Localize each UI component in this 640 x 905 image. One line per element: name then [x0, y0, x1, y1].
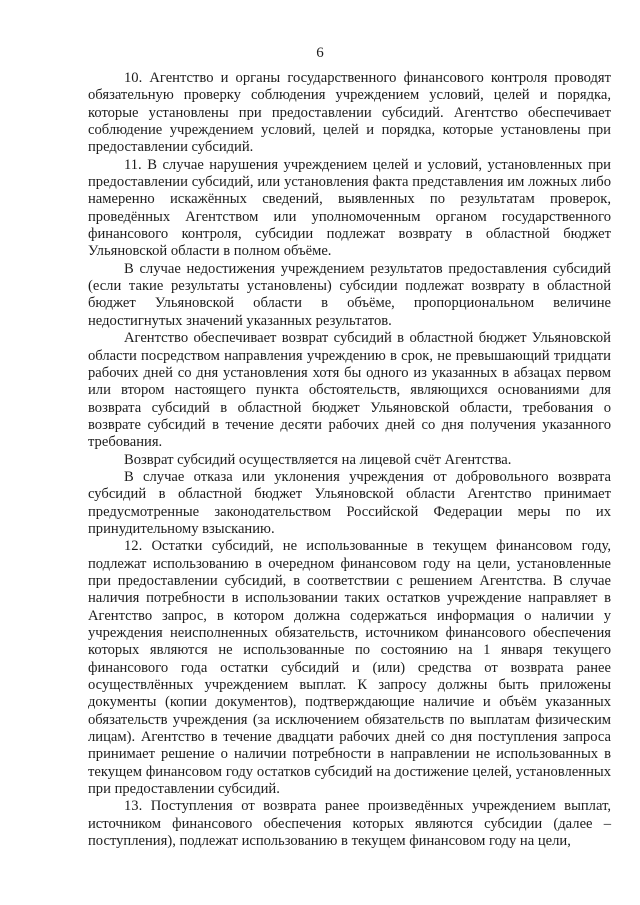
paragraph-11-refund-requirement: Агентство обеспечивает возврат субсидий в областной бюджет Ульяновской области посредством направления учреждению в срок, не превышающий тридцати рабочих дней со дня установления хотя бы одного из указанных в абзацах первом или втором настоящего пункта обстоятельств, являющихся основаниями для возврата субсидий в областной бюджет Ульяновской области, требования о возврате субсидий в течение десяти рабочих дней со дня получения указанного требования. [88, 330, 611, 451]
paragraph-11-non-achievement: В случае недостижения учреждением результатов предоставления субсидий (если такие результаты установлены) субсидии подлежат возврату в областной бюджет Ульяновской области в объёме, пропорциональном величине недостигнутых значений указанных результатов. [88, 260, 611, 329]
paragraph-11-enforced-collection: В случае отказа или уклонения учреждения от добровольного возврата субсидий в областной бюджет Ульяновской области Агентство принимает предусмотренные законодательством Российской Федерации меры по их принудительному взысканию. [88, 468, 611, 537]
paragraph-10: 10. Агентство и органы государственного финансового контроля проводят обязательную проверку соблюдения учреждением условий, целей и порядка, которые установлены при предоставлении субсидий. Агентство обеспечивает соблюдение учреждением условий, целей и порядка, которые установлены при предоставлении субсидий. [88, 70, 611, 156]
document-body [88, 70, 611, 850]
paragraph-11: 11. В случае нарушения учреждением целей и условий, установленных при предоставлении субсидий, или установления факта представления им ложных либо намеренно искажённых сведений, выявленных по результатам проверок, проведённых Агентством или уполномоченным органом государственного финансового контроля, субсидии подлежат возврату в областной бюджет Ульяновской области в полном объёме. [88, 156, 611, 260]
paragraph-13: 13. Поступления от возврата ранее произведённых учреждением выплат, источником финансового обеспечения которых являются субсидии (далее – поступления), подлежат использованию в текущем финансовом году на цели, [88, 798, 611, 850]
paragraph-12: 12. Остатки субсидий, не использованные в текущем финансовом году, подлежат использованию в очередном финансовом году на цели, установленные при предоставлении субсидий, в соответствии с решением Агентства. В случае наличия потребности в использовании таких остатков учреждение направляет в Агентство запрос, в котором должна содержаться информация о наличии у учреждения неисполненных обязательств, источником финансового обеспечения которых являются не использованные по состоянию на 1 января текущего финансового года остатки субсидий и (или) средства от возврата ранее осуществлённых учреждением выплат. К запросу должны быть приложены документы (копии документов), подтверждающие наличие и объём указанных обязательств учреждения (за исключением обязательств по выплатам физическим лицам). Агентство в течение двадцати рабочих дней со дня поступления запроса принимает решение о наличии потребности в направлении не использованных в текущем финансовом году остатков субсидий на достижение целей, установленных при предоставлении субсидий. [88, 538, 611, 798]
paragraph-11-refund-account: Возврат субсидий осуществляется на лицевой счёт Агентства. [124, 451, 512, 468]
page-number: 6 [316, 45, 324, 61]
